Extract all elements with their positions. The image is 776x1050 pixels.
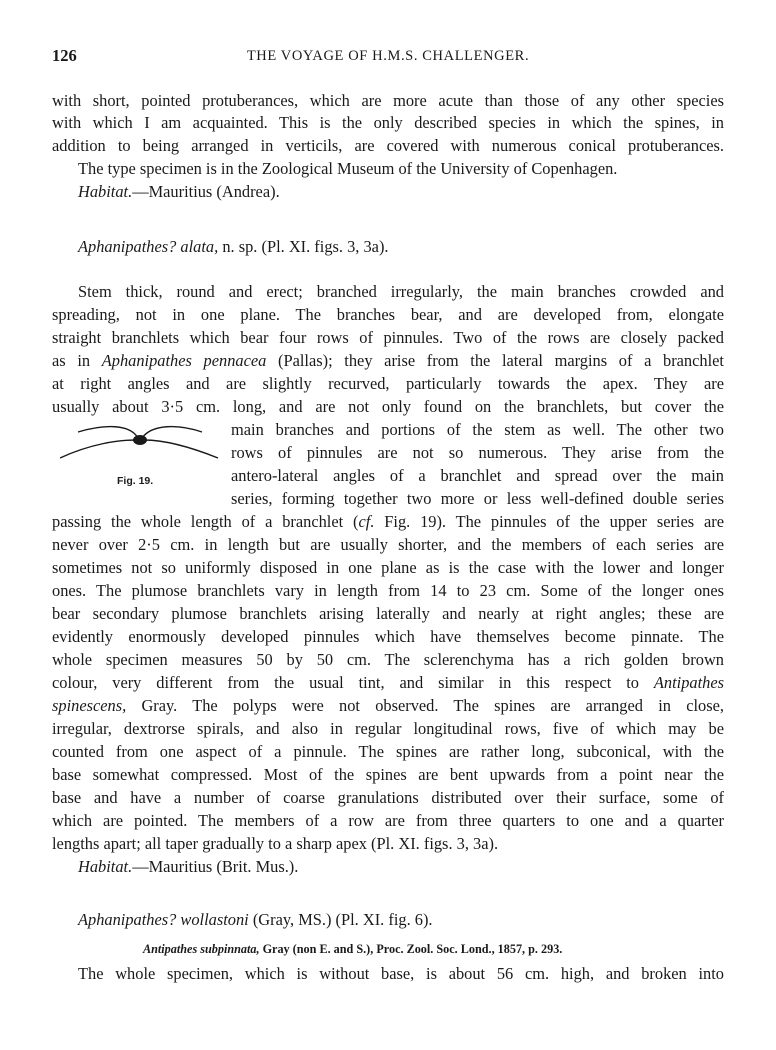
text-line: lengths apart; all taper gradually to a sharp apex (Pl. XI. figs. 3, 3a).	[52, 834, 499, 853]
figure-caption: Fig. 19.	[117, 475, 154, 487]
species-heading	[78, 909, 724, 931]
text-line: usually about 3·5 cm. long, and are not only found on the branchlets, but cover the	[52, 397, 724, 416]
synonymy-line: Antipathes subpinnata, Gray (non E. and S.), Proc. Zool. Soc. Lond., 1857, p. 293.	[143, 942, 563, 956]
text-line: colour, very different from the usual tint, and similar in this respect to Antipathes	[52, 673, 724, 692]
figure-19-drawing	[60, 418, 220, 468]
species-ref: n. sp. (Pl. XI. figs. 3, 3a).	[218, 237, 389, 256]
upper-right-pinnule	[142, 427, 202, 438]
text-line: bear secondary plumose branchlets arising laterally and nearly at right angles; these are	[52, 604, 724, 623]
text-line: never over 2·5 cm. in length but are usually shorter, and the members of each series are	[52, 535, 724, 554]
text-line: spreading, not in one plane. The branches bear, and are developed from, elongate	[52, 305, 724, 324]
species-ref: (Gray, MS.) (Pl. XI. fig. 6).	[248, 910, 433, 929]
text-line: at right angles and are slightly recurved, particularly towards the apex. They are	[52, 374, 724, 393]
text-line: rows of pinnules are not so numerous. They arise from the	[231, 443, 724, 462]
running-title: THE VOYAGE OF H.M.S. CHALLENGER.	[246, 48, 530, 64]
habitat-line	[78, 181, 724, 203]
page-number: 126	[52, 46, 77, 65]
habitat-line	[78, 856, 724, 878]
text-line: main branches and portions of the stem as well. The other two	[231, 420, 724, 439]
habitat-label: Habitat.	[78, 182, 133, 201]
text-line: counted from one aspect of a pinnule. The spines are rather long, subconical, with the	[52, 742, 724, 761]
text-line: addition to being arranged in verticils, are covered with numerous conical protuberances.	[52, 136, 724, 155]
text-line: whole specimen measures 50 by 50 cm. The sclerenchyma has a rich golden brown	[52, 650, 724, 669]
upper-left-pinnule	[78, 427, 138, 438]
text-line: with short, pointed protuberances, which are more acute than those of any other species	[52, 91, 724, 110]
habitat-text: —Mauritius (Brit. Mus.).	[132, 857, 299, 876]
text-line: Stem thick, round and erect; branched irregularly, the main branches crowded and	[78, 282, 724, 301]
text-line: base and have a number of coarse granulations distributed over their surface, some of	[52, 788, 724, 807]
text-line: spinescens, Gray. The polyps were not observed. The spines are arranged in close,	[52, 696, 724, 715]
text-line: antero-lateral angles of a branchlet and spread over the main	[231, 466, 724, 485]
text-line: ones. The plumose branchlets vary in length from 14 to 23 cm. Some of the longer ones	[52, 581, 724, 600]
habitat-label: Habitat.	[78, 857, 133, 876]
text-line: The type specimen is in the Zoological Museum of the University of Copenhagen.	[78, 159, 618, 178]
text-line: The whole specimen, which is without base, is about 56 cm. high, and broken into	[78, 964, 724, 983]
lower-right-pinnule	[144, 440, 218, 458]
text-line: as in Aphanipathes pennacea (Pallas); they arise from the lateral margins of a branchlet	[52, 351, 724, 370]
habitat-text: —Mauritius (Andrea).	[132, 182, 280, 201]
text-line: series, forming together two more or less well-defined double series	[231, 489, 724, 508]
text-line: irregular, dextrorse spirals, and also in regular longitudinal rows, five of which may be	[52, 719, 724, 738]
text-line: evidently enormously developed pinnules which have themselves become pinnate. The	[52, 627, 724, 646]
species-heading	[78, 236, 724, 258]
branchlet-section	[133, 435, 147, 445]
text-line: passing the whole length of a branchlet (cf. Fig. 19). The pinnules of the upper series are	[52, 512, 724, 531]
text-line: sometimes not so uniformly disposed in one plane as is the case with the lower and longer	[52, 558, 724, 577]
lower-left-pinnule	[60, 440, 136, 458]
text-line: base somewhat compressed. Most of the spines are bent upwards from a point near the	[52, 765, 724, 784]
species-name: Aphanipathes? alata,	[78, 237, 219, 256]
text-line: straight branchlets which bear four rows of pinnules. Two of the rows are closely packed	[52, 328, 724, 347]
text-line: with which I am acquainted. This is the only described species in which the spines, in	[52, 113, 724, 132]
text-line: which are pointed. The members of a row are from three quarters to one and a quarter	[52, 811, 724, 830]
species-name: Aphanipathes? wollastoni	[78, 910, 249, 929]
